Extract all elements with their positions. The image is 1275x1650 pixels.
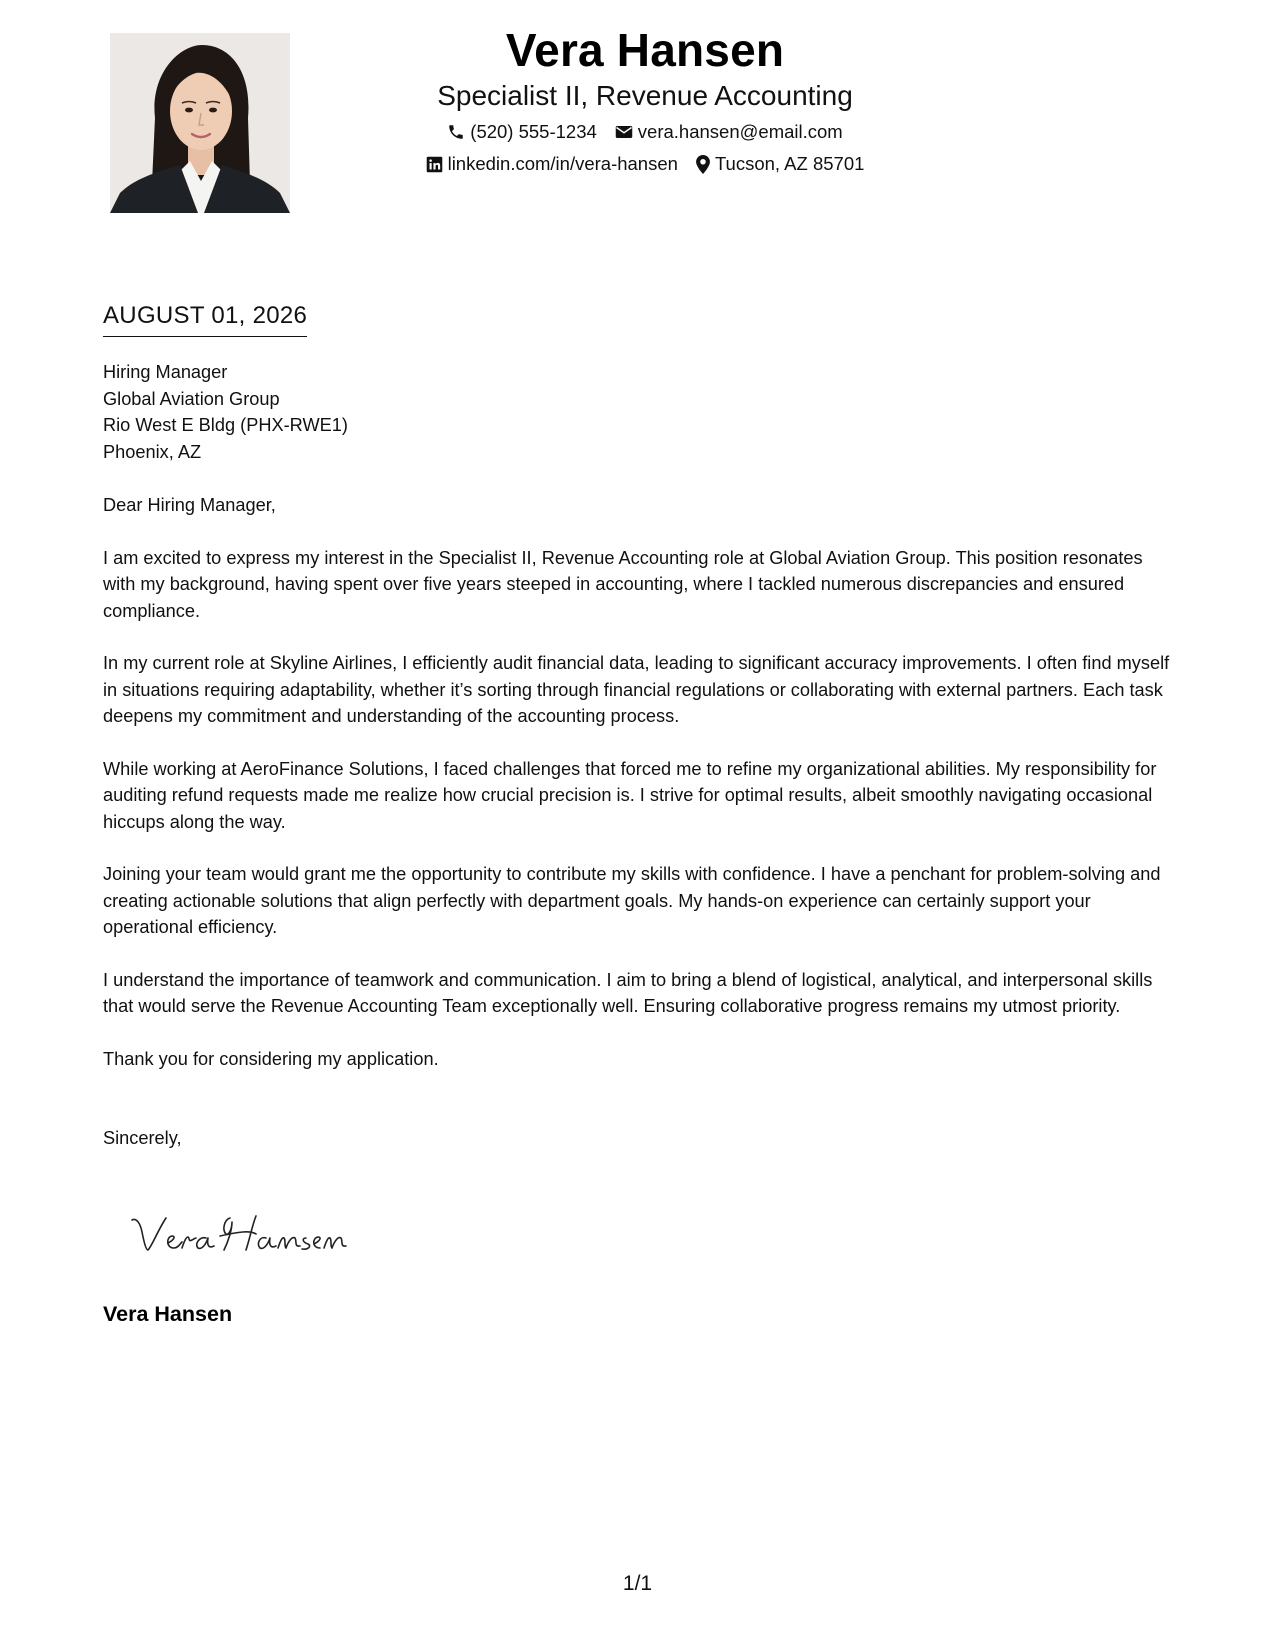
email-text: vera.hansen@email.com — [637, 121, 843, 142]
body-paragraph: I understand the importance of teamwork and communication. I aim to bring a blend of logistical, analytical, and interpersonal skills that would serve the Revenue Accounting Team exceptionally well. Ensuring collaborative progress remains my utmost priority. — [103, 969, 1153, 1016]
letter-header — [300, 22, 990, 176]
body-paragraph: While working at AeroFinance Solutions, I faced challenges that forced me to refine my organizational abilities. My responsibility for auditing refund requests made me realize how crucial precision is. I strive for optimal results, albeit smoothly navigating occasional hiccups along the way. — [103, 758, 1157, 832]
linkedin-icon — [426, 156, 443, 173]
letter-date: AUGUST 01, 2026 — [103, 300, 307, 337]
body-paragraph: Joining your team would grant me the opportunity to contribute my skills with confidence. I have a penchant for problem-solving and creating actionable solutions that align perfectly with department goals. My hands-on experience can certainly support your operational efficiency. — [103, 864, 1161, 937]
phone-contact — [447, 120, 597, 144]
map-pin-icon — [696, 155, 710, 174]
recipient-line: Rio West E Bldg (PHX-RWE1) — [103, 415, 348, 435]
location-text: Tucson, AZ 85701 — [714, 153, 865, 174]
signature-image — [128, 1210, 348, 1260]
handwritten-signature — [128, 1210, 348, 1260]
location-contact — [696, 152, 864, 176]
phone-icon — [447, 123, 465, 141]
portrait-image — [110, 33, 290, 213]
recipient-block — [103, 359, 1178, 465]
phone-text: (520) 555-1234 — [470, 121, 597, 142]
body-paragraph: I am excited to express my interest in the Specialist II, Revenue Accounting role at Global Aviation Group. This position resonates with my background, having spent over five years steeped in accounting, where I tackled numerous discrepancies and ensured compliance. — [103, 547, 1143, 621]
letter-body — [103, 359, 1178, 1152]
envelope-icon — [615, 124, 633, 140]
linkedin-contact — [426, 152, 678, 176]
page-number: 1/1 — [622, 1572, 653, 1595]
profile-photo — [110, 33, 290, 213]
recipient-line: Hiring Manager — [103, 362, 228, 382]
recipient-line: Phoenix, AZ — [103, 441, 202, 462]
linkedin-text: linkedin.com/in/vera-hansen — [447, 153, 678, 174]
signer-name: Vera Hansen — [103, 1302, 233, 1326]
closing: Sincerely, — [103, 1128, 182, 1148]
thank-you-paragraph: Thank you for considering my application. — [103, 1048, 439, 1069]
contact-row-primary — [300, 120, 990, 144]
applicant-name: Vera Hansen — [505, 24, 785, 76]
contact-row-secondary — [300, 152, 990, 176]
body-paragraph: In my current role at Skyline Airlines, I efficiently audit financial data, leading to significant accuracy improvements. I often find myself in situations requiring adaptability, whether it’s sorting through financial regulations or collaborating with external partners. Each task deepens my commitment and understanding of the accounting process. — [103, 653, 1170, 726]
salutation: Dear Hiring Manager, — [103, 495, 276, 515]
recipient-line: Global Aviation Group — [103, 388, 280, 409]
email-contact — [615, 120, 843, 144]
job-title: Specialist II, Revenue Accounting — [437, 80, 853, 111]
